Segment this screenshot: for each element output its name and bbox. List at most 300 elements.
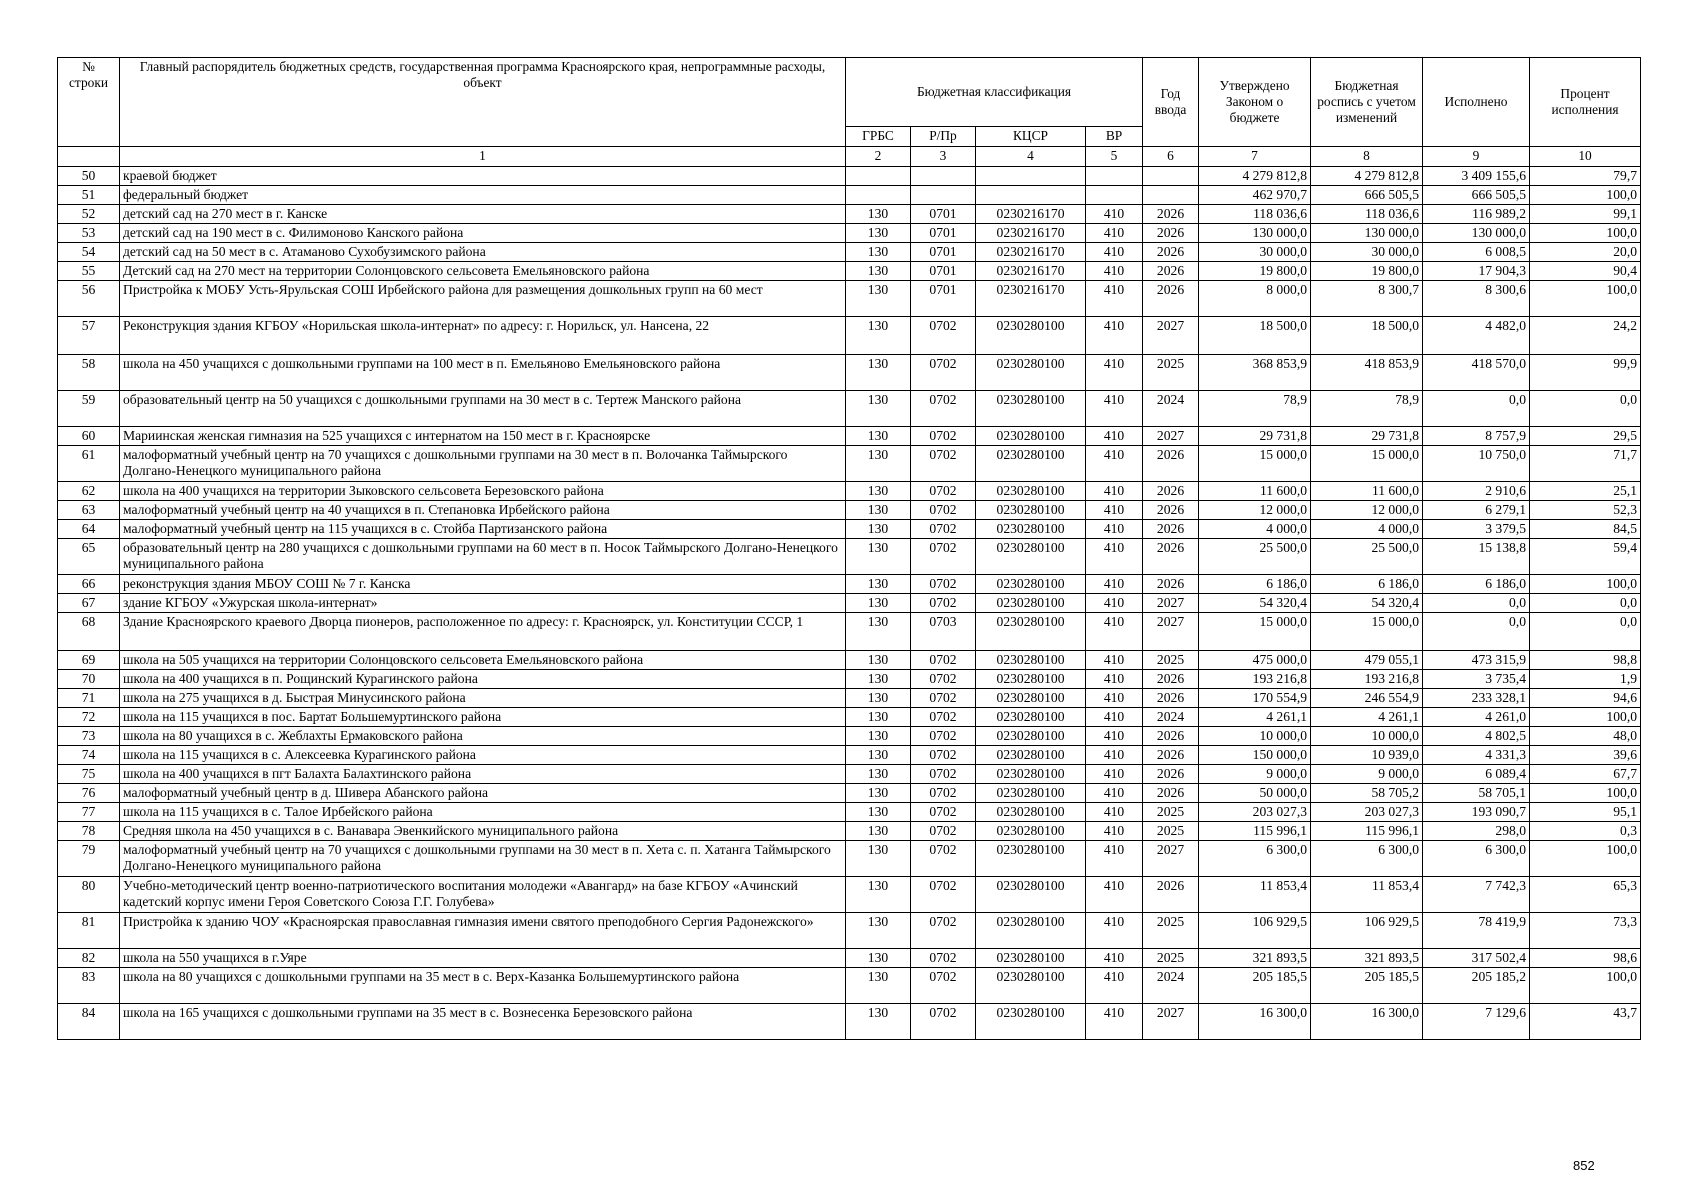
column-number: 2 xyxy=(846,147,911,167)
rpr-code: 0702 xyxy=(911,594,976,613)
row-number: 74 xyxy=(58,746,120,765)
commissioning-year: 2025 xyxy=(1143,949,1199,968)
vr-code: 410 xyxy=(1086,262,1143,281)
vr-code: 410 xyxy=(1086,727,1143,746)
table-row xyxy=(58,575,1641,594)
execution-percent: 73,3 xyxy=(1530,913,1641,949)
header-rpr: Р/Пр xyxy=(911,127,976,147)
table-row xyxy=(58,803,1641,822)
column-number: 7 xyxy=(1199,147,1311,167)
row-number: 64 xyxy=(58,520,120,539)
execution-percent: 39,6 xyxy=(1530,746,1641,765)
object-name: школа на 115 учащихся в с. Алексеевка Курагинского района xyxy=(120,746,846,765)
execution-percent: 100,0 xyxy=(1530,224,1641,243)
rpr-code: 0701 xyxy=(911,281,976,317)
object-name: школа на 505 учащихся на территории Солонцовского сельсовета Емельяновского района xyxy=(120,651,846,670)
vr-code: 410 xyxy=(1086,651,1143,670)
rpr-code: 0702 xyxy=(911,355,976,391)
object-name: Пристройка к МОБУ Усть-Ярульская СОШ Ирбейского района для размещения дошкольных групп на 60 мест xyxy=(120,281,846,317)
grbs-code: 130 xyxy=(846,1004,911,1040)
executed-amount: 6 279,1 xyxy=(1423,501,1530,520)
executed-amount: 0,0 xyxy=(1423,391,1530,427)
grbs-code xyxy=(846,167,911,186)
approved-amount: 29 731,8 xyxy=(1199,427,1311,446)
schedule-amount: 4 000,0 xyxy=(1311,520,1423,539)
executed-amount: 6 186,0 xyxy=(1423,575,1530,594)
grbs-code: 130 xyxy=(846,913,911,949)
rpr-code: 0702 xyxy=(911,391,976,427)
kcsr-code: 0230216170 xyxy=(976,243,1086,262)
row-number: 55 xyxy=(58,262,120,281)
commissioning-year xyxy=(1143,186,1199,205)
approved-amount: 6 300,0 xyxy=(1199,841,1311,877)
commissioning-year: 2025 xyxy=(1143,651,1199,670)
schedule-amount: 11 853,4 xyxy=(1311,877,1423,913)
schedule-amount: 54 320,4 xyxy=(1311,594,1423,613)
object-name: школа на 115 учащихся в пос. Бартат Большемуртинского района xyxy=(120,708,846,727)
approved-amount: 462 970,7 xyxy=(1199,186,1311,205)
execution-percent: 48,0 xyxy=(1530,727,1641,746)
commissioning-year: 2027 xyxy=(1143,1004,1199,1040)
executed-amount: 7 742,3 xyxy=(1423,877,1530,913)
approved-amount: 19 800,0 xyxy=(1199,262,1311,281)
grbs-code: 130 xyxy=(846,877,911,913)
executed-amount: 4 802,5 xyxy=(1423,727,1530,746)
grbs-code: 130 xyxy=(846,355,911,391)
approved-amount: 9 000,0 xyxy=(1199,765,1311,784)
row-number: 69 xyxy=(58,651,120,670)
rpr-code: 0702 xyxy=(911,446,976,482)
object-name: школа на 400 учащихся в п. Рощинский Курагинского района xyxy=(120,670,846,689)
executed-amount: 3 735,4 xyxy=(1423,670,1530,689)
header-vr: ВР xyxy=(1086,127,1143,147)
object-name: детский сад на 190 мест в с. Филимоново Канского района xyxy=(120,224,846,243)
commissioning-year: 2026 xyxy=(1143,520,1199,539)
header-name: Главный распорядитель бюджетных средств, государственная программа Красноярского края, непрограммные расходы, объект xyxy=(120,58,846,147)
row-number: 66 xyxy=(58,575,120,594)
schedule-amount: 479 055,1 xyxy=(1311,651,1423,670)
rpr-code: 0702 xyxy=(911,539,976,575)
grbs-code: 130 xyxy=(846,746,911,765)
kcsr-code xyxy=(976,186,1086,205)
table-row xyxy=(58,877,1641,913)
approved-amount: 475 000,0 xyxy=(1199,651,1311,670)
rpr-code: 0702 xyxy=(911,746,976,765)
grbs-code: 130 xyxy=(846,727,911,746)
executed-amount: 10 750,0 xyxy=(1423,446,1530,482)
object-name: краевой бюджет xyxy=(120,167,846,186)
execution-percent: 100,0 xyxy=(1530,575,1641,594)
grbs-code: 130 xyxy=(846,482,911,501)
vr-code: 410 xyxy=(1086,482,1143,501)
rpr-code: 0702 xyxy=(911,1004,976,1040)
schedule-amount: 19 800,0 xyxy=(1311,262,1423,281)
execution-percent: 98,8 xyxy=(1530,651,1641,670)
kcsr-code: 0230280100 xyxy=(976,482,1086,501)
commissioning-year: 2027 xyxy=(1143,594,1199,613)
rpr-code: 0702 xyxy=(911,670,976,689)
object-name: малоформатный учебный центр в д. Шивера Абанского района xyxy=(120,784,846,803)
row-number: 57 xyxy=(58,317,120,355)
kcsr-code: 0230280100 xyxy=(976,727,1086,746)
vr-code: 410 xyxy=(1086,520,1143,539)
grbs-code: 130 xyxy=(846,968,911,1004)
row-number: 51 xyxy=(58,186,120,205)
commissioning-year: 2026 xyxy=(1143,877,1199,913)
grbs-code: 130 xyxy=(846,689,911,708)
object-name: малоформатный учебный центр на 70 учащихся с дошкольными группами на 30 мест в п. Хета с. п. Хатанга Таймырского Долгано-Ненецкого муниципального района xyxy=(120,841,846,877)
vr-code: 410 xyxy=(1086,281,1143,317)
header-year: Год ввода xyxy=(1143,58,1199,147)
grbs-code: 130 xyxy=(846,262,911,281)
vr-code: 410 xyxy=(1086,539,1143,575)
vr-code: 410 xyxy=(1086,913,1143,949)
grbs-code: 130 xyxy=(846,784,911,803)
kcsr-code: 0230280100 xyxy=(976,765,1086,784)
table-body xyxy=(58,167,1641,1040)
row-number: 75 xyxy=(58,765,120,784)
table-row xyxy=(58,243,1641,262)
kcsr-code xyxy=(976,167,1086,186)
table-row xyxy=(58,949,1641,968)
commissioning-year: 2026 xyxy=(1143,784,1199,803)
executed-amount: 0,0 xyxy=(1423,613,1530,651)
table-row xyxy=(58,446,1641,482)
executed-amount: 6 300,0 xyxy=(1423,841,1530,877)
object-name: школа на 550 учащихся в г.Уяре xyxy=(120,949,846,968)
approved-amount: 8 000,0 xyxy=(1199,281,1311,317)
rpr-code: 0702 xyxy=(911,651,976,670)
vr-code: 410 xyxy=(1086,822,1143,841)
approved-amount: 25 500,0 xyxy=(1199,539,1311,575)
schedule-amount: 4 261,1 xyxy=(1311,708,1423,727)
vr-code: 410 xyxy=(1086,594,1143,613)
grbs-code: 130 xyxy=(846,949,911,968)
header-schedule: Бюджетная роспись с учетом изменений xyxy=(1311,58,1423,147)
execution-percent: 0,3 xyxy=(1530,822,1641,841)
object-name: Здание Красноярского краевого Дворца пионеров, расположенное по адресу: г. Красноярск, ул. Конституции СССР, 1 xyxy=(120,613,846,651)
schedule-amount: 115 996,1 xyxy=(1311,822,1423,841)
rpr-code: 0702 xyxy=(911,427,976,446)
commissioning-year: 2026 xyxy=(1143,446,1199,482)
executed-amount: 193 090,7 xyxy=(1423,803,1530,822)
execution-percent: 100,0 xyxy=(1530,281,1641,317)
row-number: 81 xyxy=(58,913,120,949)
table-row xyxy=(58,427,1641,446)
executed-amount: 205 185,2 xyxy=(1423,968,1530,1004)
rpr-code: 0702 xyxy=(911,822,976,841)
vr-code: 410 xyxy=(1086,317,1143,355)
schedule-amount: 9 000,0 xyxy=(1311,765,1423,784)
commissioning-year: 2026 xyxy=(1143,205,1199,224)
schedule-amount: 18 500,0 xyxy=(1311,317,1423,355)
vr-code: 410 xyxy=(1086,1004,1143,1040)
commissioning-year: 2025 xyxy=(1143,803,1199,822)
table-row xyxy=(58,186,1641,205)
vr-code: 410 xyxy=(1086,841,1143,877)
vr-code: 410 xyxy=(1086,446,1143,482)
column-number: 10 xyxy=(1530,147,1641,167)
schedule-amount: 205 185,5 xyxy=(1311,968,1423,1004)
rpr-code: 0703 xyxy=(911,613,976,651)
approved-amount: 50 000,0 xyxy=(1199,784,1311,803)
commissioning-year: 2027 xyxy=(1143,317,1199,355)
schedule-amount: 106 929,5 xyxy=(1311,913,1423,949)
grbs-code: 130 xyxy=(846,539,911,575)
table-row xyxy=(58,167,1641,186)
object-name: Пристройка к зданию ЧОУ «Красноярская православная гимназия имени святого преподобного Сергия Радонежского» xyxy=(120,913,846,949)
table-row xyxy=(58,281,1641,317)
grbs-code: 130 xyxy=(846,224,911,243)
execution-percent: 100,0 xyxy=(1530,784,1641,803)
row-number: 58 xyxy=(58,355,120,391)
object-name: малоформатный учебный центр на 70 учащихся с дошкольными группами на 30 мест в п. Волочанка Таймырского Долгано-Ненецкого муниципального района xyxy=(120,446,846,482)
table-row xyxy=(58,262,1641,281)
kcsr-code: 0230280100 xyxy=(976,689,1086,708)
table-row xyxy=(58,613,1641,651)
table-row xyxy=(58,746,1641,765)
vr-code: 410 xyxy=(1086,501,1143,520)
row-number: 84 xyxy=(58,1004,120,1040)
table-row xyxy=(58,482,1641,501)
rpr-code: 0702 xyxy=(911,877,976,913)
kcsr-code: 0230280100 xyxy=(976,670,1086,689)
schedule-amount: 193 216,8 xyxy=(1311,670,1423,689)
table-row xyxy=(58,689,1641,708)
column-number: 9 xyxy=(1423,147,1530,167)
vr-code: 410 xyxy=(1086,765,1143,784)
row-number: 53 xyxy=(58,224,120,243)
approved-amount: 10 000,0 xyxy=(1199,727,1311,746)
vr-code: 410 xyxy=(1086,784,1143,803)
row-number: 63 xyxy=(58,501,120,520)
grbs-code: 130 xyxy=(846,446,911,482)
executed-amount: 0,0 xyxy=(1423,594,1530,613)
grbs-code: 130 xyxy=(846,391,911,427)
approved-amount: 16 300,0 xyxy=(1199,1004,1311,1040)
executed-amount: 298,0 xyxy=(1423,822,1530,841)
kcsr-code: 0230280100 xyxy=(976,877,1086,913)
approved-amount: 321 893,5 xyxy=(1199,949,1311,968)
kcsr-code: 0230280100 xyxy=(976,391,1086,427)
execution-percent: 24,2 xyxy=(1530,317,1641,355)
execution-percent: 100,0 xyxy=(1530,708,1641,727)
commissioning-year: 2026 xyxy=(1143,765,1199,784)
column-number: 5 xyxy=(1086,147,1143,167)
commissioning-year: 2026 xyxy=(1143,670,1199,689)
schedule-amount: 246 554,9 xyxy=(1311,689,1423,708)
commissioning-year: 2026 xyxy=(1143,746,1199,765)
object-name: школа на 80 учащихся с дошкольными группами на 35 мест в с. Верх-Казанка Большемуртинского района xyxy=(120,968,846,1004)
approved-amount: 18 500,0 xyxy=(1199,317,1311,355)
execution-percent: 0,0 xyxy=(1530,391,1641,427)
vr-code: 410 xyxy=(1086,877,1143,913)
vr-code: 410 xyxy=(1086,803,1143,822)
execution-percent: 99,1 xyxy=(1530,205,1641,224)
kcsr-code: 0230280100 xyxy=(976,841,1086,877)
object-name: реконструкция здания МБОУ СОШ № 7 г. Канска xyxy=(120,575,846,594)
commissioning-year: 2026 xyxy=(1143,501,1199,520)
grbs-code: 130 xyxy=(846,613,911,651)
vr-code: 410 xyxy=(1086,968,1143,1004)
executed-amount: 473 315,9 xyxy=(1423,651,1530,670)
object-name: школа на 400 учащихся на территории Зыковского сельсовета Березовского района xyxy=(120,482,846,501)
row-number: 52 xyxy=(58,205,120,224)
page-number: 852 xyxy=(1573,1158,1595,1173)
executed-amount: 17 904,3 xyxy=(1423,262,1530,281)
table-row xyxy=(58,708,1641,727)
vr-code: 410 xyxy=(1086,613,1143,651)
row-number: 79 xyxy=(58,841,120,877)
kcsr-code: 0230216170 xyxy=(976,205,1086,224)
header-percent: Процент исполнения xyxy=(1530,58,1641,147)
commissioning-year: 2026 xyxy=(1143,539,1199,575)
kcsr-code: 0230280100 xyxy=(976,539,1086,575)
approved-amount: 170 554,9 xyxy=(1199,689,1311,708)
approved-amount: 6 186,0 xyxy=(1199,575,1311,594)
kcsr-code: 0230280100 xyxy=(976,913,1086,949)
rpr-code: 0702 xyxy=(911,520,976,539)
approved-amount: 106 929,5 xyxy=(1199,913,1311,949)
rpr-code: 0702 xyxy=(911,968,976,1004)
schedule-amount: 78,9 xyxy=(1311,391,1423,427)
header-row-number: № строки xyxy=(58,58,120,147)
execution-percent: 98,6 xyxy=(1530,949,1641,968)
column-number: 3 xyxy=(911,147,976,167)
commissioning-year: 2024 xyxy=(1143,968,1199,1004)
vr-code: 410 xyxy=(1086,427,1143,446)
commissioning-year: 2025 xyxy=(1143,913,1199,949)
row-number: 71 xyxy=(58,689,120,708)
commissioning-year: 2025 xyxy=(1143,822,1199,841)
schedule-amount: 666 505,5 xyxy=(1311,186,1423,205)
table-row xyxy=(58,594,1641,613)
vr-code: 410 xyxy=(1086,391,1143,427)
rpr-code: 0701 xyxy=(911,243,976,262)
commissioning-year: 2027 xyxy=(1143,427,1199,446)
table-row xyxy=(58,391,1641,427)
executed-amount: 78 419,9 xyxy=(1423,913,1530,949)
execution-percent: 100,0 xyxy=(1530,968,1641,1004)
object-name: школа на 80 учащихся в с. Жеблахты Ермаковского района xyxy=(120,727,846,746)
rpr-code xyxy=(911,186,976,205)
grbs-code: 130 xyxy=(846,651,911,670)
execution-percent: 29,5 xyxy=(1530,427,1641,446)
kcsr-code: 0230280100 xyxy=(976,575,1086,594)
grbs-code: 130 xyxy=(846,575,911,594)
object-name: образовательный центр на 280 учащихся с дошкольными группами на 60 мест в п. Носок Таймырского Долгано-Ненецкого муниципального района xyxy=(120,539,846,575)
kcsr-code: 0230280100 xyxy=(976,708,1086,727)
commissioning-year: 2027 xyxy=(1143,613,1199,651)
vr-code: 410 xyxy=(1086,224,1143,243)
kcsr-code: 0230216170 xyxy=(976,281,1086,317)
execution-percent: 94,6 xyxy=(1530,689,1641,708)
row-number: 61 xyxy=(58,446,120,482)
commissioning-year: 2026 xyxy=(1143,281,1199,317)
object-name: Учебно-методический центр военно-патриотического воспитания молодежи «Авангард» на базе КГБОУ «Ачинский кадетский корпус имени Героя Советского Союза Г.Г. Голубева» xyxy=(120,877,846,913)
execution-percent: 99,9 xyxy=(1530,355,1641,391)
row-number: 70 xyxy=(58,670,120,689)
execution-percent: 59,4 xyxy=(1530,539,1641,575)
schedule-amount: 118 036,6 xyxy=(1311,205,1423,224)
execution-percent: 100,0 xyxy=(1530,186,1641,205)
approved-amount: 205 185,5 xyxy=(1199,968,1311,1004)
grbs-code: 130 xyxy=(846,670,911,689)
column-number-row xyxy=(58,147,1641,167)
approved-amount: 115 996,1 xyxy=(1199,822,1311,841)
object-name: малоформатный учебный центр на 40 учащихся в п. Степановка Ирбейского района xyxy=(120,501,846,520)
commissioning-year: 2026 xyxy=(1143,482,1199,501)
object-name: образовательный центр на 50 учащихся с дошкольными группами на 30 мест в с. Тертеж Манского района xyxy=(120,391,846,427)
grbs-code: 130 xyxy=(846,520,911,539)
approved-amount: 150 000,0 xyxy=(1199,746,1311,765)
row-number: 56 xyxy=(58,281,120,317)
row-number: 68 xyxy=(58,613,120,651)
execution-percent: 71,7 xyxy=(1530,446,1641,482)
kcsr-code: 0230280100 xyxy=(976,803,1086,822)
schedule-amount: 15 000,0 xyxy=(1311,446,1423,482)
object-name: школа на 450 учащихся с дошкольными группами на 100 мест в п. Емельяново Емельяновского района xyxy=(120,355,846,391)
execution-percent: 79,7 xyxy=(1530,167,1641,186)
executed-amount: 4 261,0 xyxy=(1423,708,1530,727)
executed-amount: 8 300,6 xyxy=(1423,281,1530,317)
row-number: 83 xyxy=(58,968,120,1004)
column-number: 1 xyxy=(120,147,846,167)
executed-amount: 15 138,8 xyxy=(1423,539,1530,575)
schedule-amount: 58 705,2 xyxy=(1311,784,1423,803)
approved-amount: 4 000,0 xyxy=(1199,520,1311,539)
object-name: школа на 400 учащихся в пгт Балахта Балахтинского района xyxy=(120,765,846,784)
object-name: школа на 115 учащихся в с. Талое Ирбейского района xyxy=(120,803,846,822)
executed-amount: 666 505,5 xyxy=(1423,186,1530,205)
executed-amount: 418 570,0 xyxy=(1423,355,1530,391)
row-number: 67 xyxy=(58,594,120,613)
executed-amount: 3 379,5 xyxy=(1423,520,1530,539)
execution-percent: 100,0 xyxy=(1530,841,1641,877)
rpr-code: 0702 xyxy=(911,784,976,803)
rpr-code: 0701 xyxy=(911,224,976,243)
execution-percent: 95,1 xyxy=(1530,803,1641,822)
commissioning-year: 2026 xyxy=(1143,262,1199,281)
schedule-amount: 6 186,0 xyxy=(1311,575,1423,594)
header-executed: Исполнено xyxy=(1423,58,1530,147)
row-number: 60 xyxy=(58,427,120,446)
executed-amount: 6 008,5 xyxy=(1423,243,1530,262)
kcsr-code: 0230280100 xyxy=(976,968,1086,1004)
execution-percent: 84,5 xyxy=(1530,520,1641,539)
executed-amount: 317 502,4 xyxy=(1423,949,1530,968)
schedule-amount: 4 279 812,8 xyxy=(1311,167,1423,186)
kcsr-code: 0230280100 xyxy=(976,355,1086,391)
object-name: школа на 165 учащихся с дошкольными группами на 35 мест в с. Вознесенка Березовского района xyxy=(120,1004,846,1040)
approved-amount: 4 261,1 xyxy=(1199,708,1311,727)
execution-percent: 43,7 xyxy=(1530,1004,1641,1040)
rpr-code: 0702 xyxy=(911,765,976,784)
kcsr-code: 0230280100 xyxy=(976,822,1086,841)
executed-amount: 2 910,6 xyxy=(1423,482,1530,501)
approved-amount: 11 600,0 xyxy=(1199,482,1311,501)
executed-amount: 130 000,0 xyxy=(1423,224,1530,243)
column-number: 6 xyxy=(1143,147,1199,167)
vr-code xyxy=(1086,167,1143,186)
table-row xyxy=(58,841,1641,877)
executed-amount: 3 409 155,6 xyxy=(1423,167,1530,186)
commissioning-year: 2026 xyxy=(1143,727,1199,746)
row-number: 82 xyxy=(58,949,120,968)
commissioning-year: 2026 xyxy=(1143,243,1199,262)
header-kcsr: КЦСР xyxy=(976,127,1086,147)
table-row xyxy=(58,1004,1641,1040)
